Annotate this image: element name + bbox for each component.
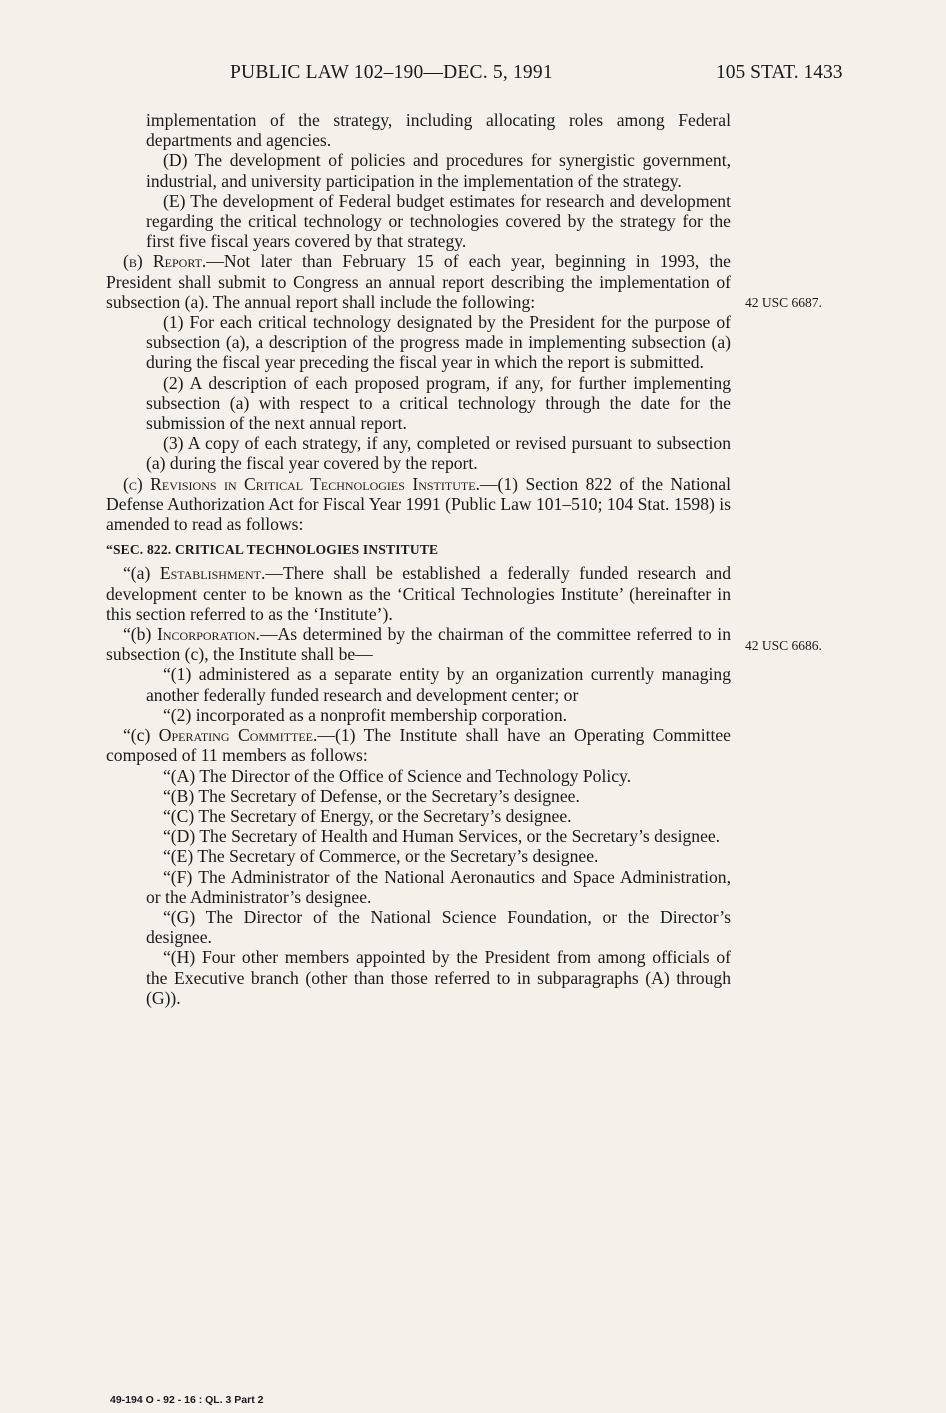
paragraph-prefix: “(c) <box>123 725 159 746</box>
section-heading: “SEC. 822. CRITICAL TECHNOLOGIES INSTITUTE <box>106 542 439 558</box>
body-text <box>106 110 731 1008</box>
paragraph-text: —(1) The Institute shall have an Operating Committee composed of 11 members as follows: <box>106 725 731 766</box>
paragraph: (3) A copy of each strategy, if any, completed or revised pursuant to subsection (a) during the fiscal year covered by the report. <box>146 433 731 474</box>
paragraph-prefix: “(b) <box>123 624 158 645</box>
margin-note-citation: 42 USC 6686. <box>745 638 822 653</box>
running-header-title: PUBLIC LAW 102–190—DEC. 5, 1991 <box>230 62 553 83</box>
running-header-page: 105 STAT. 1433 <box>716 62 843 83</box>
list-item: “(F) The Administrator of the National Aeronautics and Space Administration, or the Administrator’s designee. <box>146 866 731 907</box>
subsection-heading: Operating Committee. <box>158 725 318 746</box>
list-item: “(D) The Secretary of Health and Human Services, or the Secretary’s designee. <box>163 826 721 847</box>
subsection-heading: Incorporation. <box>157 624 260 645</box>
paragraph: (D) The development of policies and procedures for synergistic government, industrial, and university participation in the implementation of the strategy. <box>146 150 731 191</box>
paragraph: (1) For each critical technology designated by the President for the purpose of subsection (a), a description of the progress made in implementing subsection (a) during the fiscal year preceding the fiscal year in which the report is submitted. <box>146 312 731 373</box>
paragraph: (2) A description of each proposed program, if any, for further implementing subsection (a) with respect to a critical technology through the date for the submission of the next annual report. <box>146 372 731 434</box>
paragraph-report <box>106 251 731 312</box>
paragraph-text: —(1) Section 822 of the National Defense Authorization Act for Fiscal Year 1991 (Public Law 101–510; 104 Stat. 1598) is amended to read as follows: <box>106 473 731 535</box>
paragraph-establishment <box>106 563 731 624</box>
list-item: “(A) The Director of the Office of Science and Technology Policy. <box>163 765 632 786</box>
paragraph-prefix: “(a) <box>123 563 160 584</box>
subsection-heading: Establishment. <box>159 563 266 584</box>
paragraph: “(2) incorporated as a nonprofit membership corporation. <box>163 704 568 725</box>
list-item: “(B) The Secretary of Defense, or the Secretary’s designee. <box>163 785 580 806</box>
paragraph-revisions <box>106 474 731 535</box>
list-item: “(E) The Secretary of Commerce, or the Secretary’s designee. <box>163 846 599 867</box>
margin-note-citation: 42 USC 6687. <box>745 295 822 310</box>
paragraph-operating-committee <box>106 725 731 765</box>
subsection-heading: (b) Report. <box>123 251 207 272</box>
paragraph: implementation of the strategy, including allocating roles among Federal departments and agencies. <box>146 110 731 151</box>
print-footer: 49-194 O - 92 - 16 : QL. 3 Part 2 <box>110 1394 264 1406</box>
list-item: “(C) The Secretary of Energy, or the Secretary’s designee. <box>163 805 572 826</box>
paragraph: (E) The development of Federal budget estimates for research and development regarding the critical technology or technologies covered by the strategy for the first five fiscal years covered by that strategy. <box>146 190 731 252</box>
paragraph: “(1) administered as a separate entity by an organization currently managing another federally funded research and development center; or <box>146 664 731 705</box>
subsection-heading: (c) Revisions in Critical Technologies Institute. <box>123 473 480 494</box>
paragraph-text: —Not later than February 15 of each year, beginning in 1993, the President shall submit to Congress an annual report describing the implementation of subsection (a). The annual report shall include the following: <box>106 251 731 312</box>
paragraph-text: —There shall be established a federally funded research and development center to be known as the ‘Critical Technologies Institute’ (hereinafter in this section referred to as the ‘Institute’). <box>106 563 732 624</box>
paragraph-text: —As determined by the chairman of the committee referred to in subsection (c), the Institute shall be— <box>106 624 731 665</box>
list-item: “(G) The Director of the National Science Foundation, or the Director’s designee. <box>146 906 731 948</box>
paragraph-incorporation <box>106 624 731 664</box>
list-item: “(H) Four other members appointed by the President from among officials of the Executive branch (other than those referred to in subparagraphs (A) through (G)). <box>146 947 731 1008</box>
